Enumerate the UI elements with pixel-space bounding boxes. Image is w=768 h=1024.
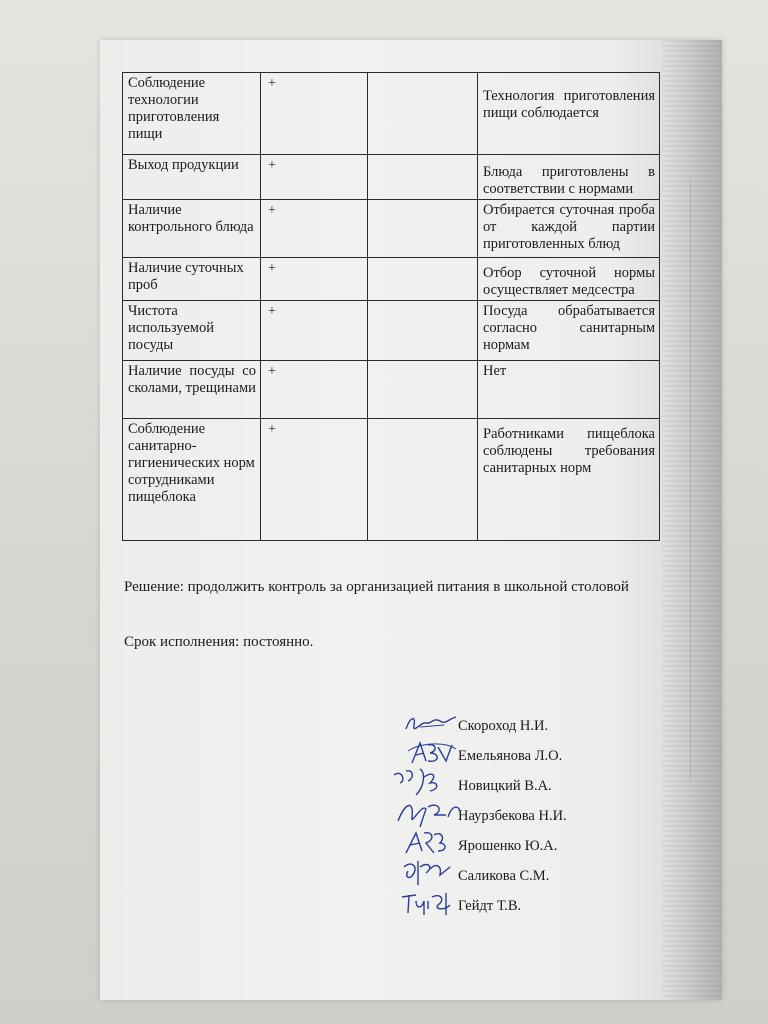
mark-value: + [268, 422, 276, 437]
handwritten-signature [400, 797, 460, 829]
result-cell: Работниками пищеблока соблюдены требования санитарных норм [478, 419, 660, 541]
signatory-name: Саликова С.М. [458, 868, 550, 884]
table-row [123, 155, 660, 200]
signatory-name: Емельянова Л.О. [458, 748, 563, 764]
signatory-name: Скороход Н.И. [458, 718, 549, 734]
empty-cell [368, 200, 478, 258]
criterion-cell: Соблюдение санитарно-гигиенических норм сотрудниками пищеблока [123, 419, 261, 541]
scan-artifact [690, 180, 691, 780]
empty-cell [368, 258, 478, 301]
mark-value: + [268, 76, 276, 91]
mark-value: + [268, 304, 276, 319]
result-cell: Посуда обрабатывается согласно санитарным нормам [478, 301, 660, 361]
criterion-cell: Наличие посуды со сколами, трещинами [123, 361, 261, 419]
decision-text: Решение: продолжить контроль за организацией питания в школьной столовой [124, 579, 629, 595]
criterion-cell: Выход продукции [123, 155, 261, 200]
table-row [123, 258, 660, 301]
signatory-name: Ярошенко Ю.А. [458, 838, 558, 854]
empty-cell [368, 155, 478, 200]
mark-value: + [268, 364, 276, 379]
handwritten-signature [400, 737, 460, 769]
handwritten-signature [400, 707, 460, 739]
empty-cell [368, 73, 478, 155]
mark-cell [261, 155, 368, 200]
handwritten-signature [400, 887, 460, 919]
table-row [123, 361, 660, 419]
deadline-text: Срок исполнения: постоянно. [124, 634, 314, 650]
criterion-cell: Чистота используемой посуды [123, 301, 261, 361]
criterion-cell: Соблюдение технологии приготовления пищи [123, 73, 261, 155]
table-row [123, 419, 660, 541]
mark-cell [261, 361, 368, 419]
table-row [123, 73, 660, 155]
mark-cell [261, 200, 368, 258]
signatory-name: Новицкий В.А. [458, 778, 552, 794]
table-row [123, 301, 660, 361]
result-cell: Отбор суточной нормы осуществляет медсестра [478, 258, 660, 301]
empty-cell [368, 301, 478, 361]
result-cell: Блюда приготовлены в соответствии с нормами [478, 155, 660, 200]
mark-cell [261, 419, 368, 541]
inspection-table [122, 72, 660, 541]
handwritten-signature [400, 857, 460, 889]
result-cell: Отбирается суточная проба от каждой партии приготовленных блюд [478, 200, 660, 258]
table-row [123, 200, 660, 258]
handwritten-signature [400, 827, 460, 859]
mark-value: + [268, 261, 276, 276]
mark-value: + [268, 203, 276, 218]
empty-cell [368, 361, 478, 419]
mark-value: + [268, 158, 276, 173]
signatory-name: Наурзбекова Н.И. [458, 808, 567, 824]
mark-cell [261, 73, 368, 155]
signatory-name: Гейдт Т.В. [458, 898, 522, 914]
document-page [100, 40, 722, 1000]
handwritten-signature [400, 767, 460, 799]
result-cell: Нет [478, 361, 660, 419]
mark-cell [261, 301, 368, 361]
mark-cell [261, 258, 368, 301]
empty-cell [368, 419, 478, 541]
criterion-cell: Наличие суточных проб [123, 258, 261, 301]
result-cell: Технология приготовления пищи соблюдается [478, 73, 660, 155]
criterion-cell: Наличие контрольного блюда [123, 200, 261, 258]
scan-edge-noise [662, 40, 722, 1000]
